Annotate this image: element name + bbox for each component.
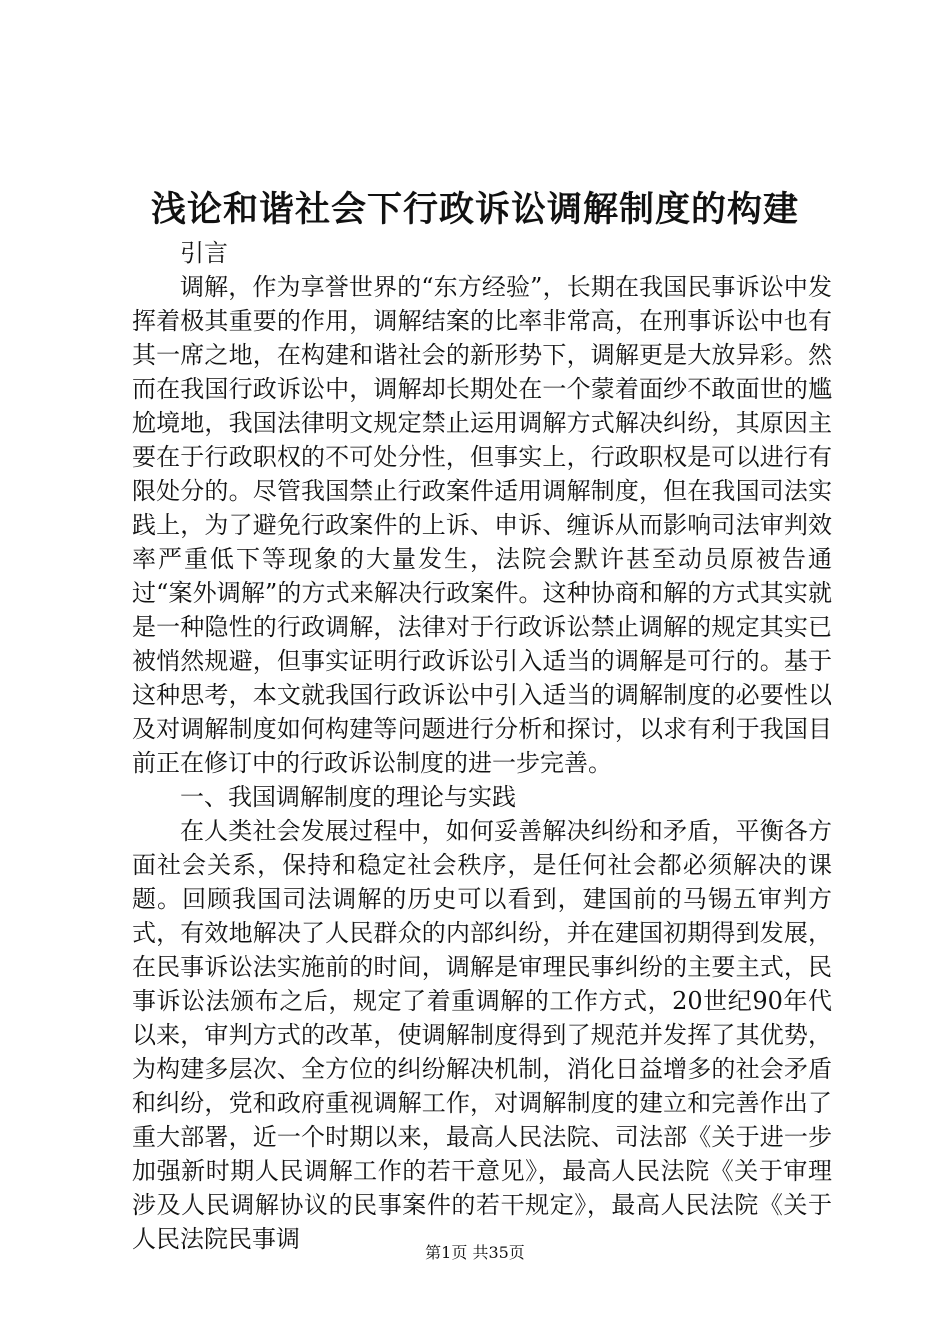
document-body [132, 236, 832, 1256]
paragraph-section-1: 在人类社会发展过程中，如何妥善解决纠纷和矛盾，平衡各方面社会关系，保持和稳定社会秩序，是任何社会都必须解决的课题。回顾我国司法调解的历史可以看到，建国前的马锡五审判方式，有效地解决了人民群众的内部纠纷，并在建国初期得到发展，在民事诉讼法实施前的时间，调解是审理民事纠纷的主要主式，民事诉讼法颁布之后，规定了着重调解的工作方式，20世纪90年代以来，审判方式的改革，使调解制度得到了规范并发挥了其优势，为构建多层次、全方位的纠纷解决机制，消化日益增多的社会矛盾和纠纷，党和政府重视调解工作，对调解制度的建立和完善作出了重大部署，近一个时期以来，最高人民法院、司法部《关于进一步加强新时期人民调解工作的若干意见》，最高人民法院《关于审理涉及人民调解协议的民事案件的若干规定》，最高人民法院《关于人民法院民事调 [132, 817, 832, 1253]
page-number-footer: 第1页 共35页 [425, 1243, 525, 1262]
paragraph-intro: 调解，作为享誉世界的“东方经验”，长期在我国民事诉讼中发挥着极其重要的作用，调解结案的比率非常高，在刑事诉讼中也有其一席之地，在构建和谐社会的新形势下，调解更是大放异彩。然而在我国行政诉讼中，调解却长期处在一个蒙着面纱不敢面世的尴尬境地，我国法律明文规定禁止运用调解方式解决纠纷，其原因主要在于行政职权的不可处分性，但事实上，行政职权是可以进行有限处分的。尽管我国禁止行政案件适用调解制度，但在我国司法实践上，为了避免行政案件的上诉、申诉、缠诉从而影响司法审判效率严重低下等现象的大量发生，法院会默许甚至动员原被告通过“案外调解”的方式来解决行政案件。这种协商和解的方式其实就是一种隐性的行政调解，法律对于行政诉讼禁止调解的规定其实已被悄然规避，但事实证明行政诉讼引入适当的调解是可行的。基于这种思考，本文就我国行政诉讼中引入适当的调解制度的必要性以及对调解制度如何构建等问题进行分析和探讨，以求有利于我国目前正在修订中的行政诉讼制度的进一步完善。 [132, 273, 832, 777]
section-heading-intro: 引言 [180, 239, 228, 267]
document-title: 浅论和谐社会下行政诉讼调解制度的构建 [150, 190, 799, 230]
section-heading-1: 一、我国调解制度的理论与实践 [180, 783, 516, 811]
